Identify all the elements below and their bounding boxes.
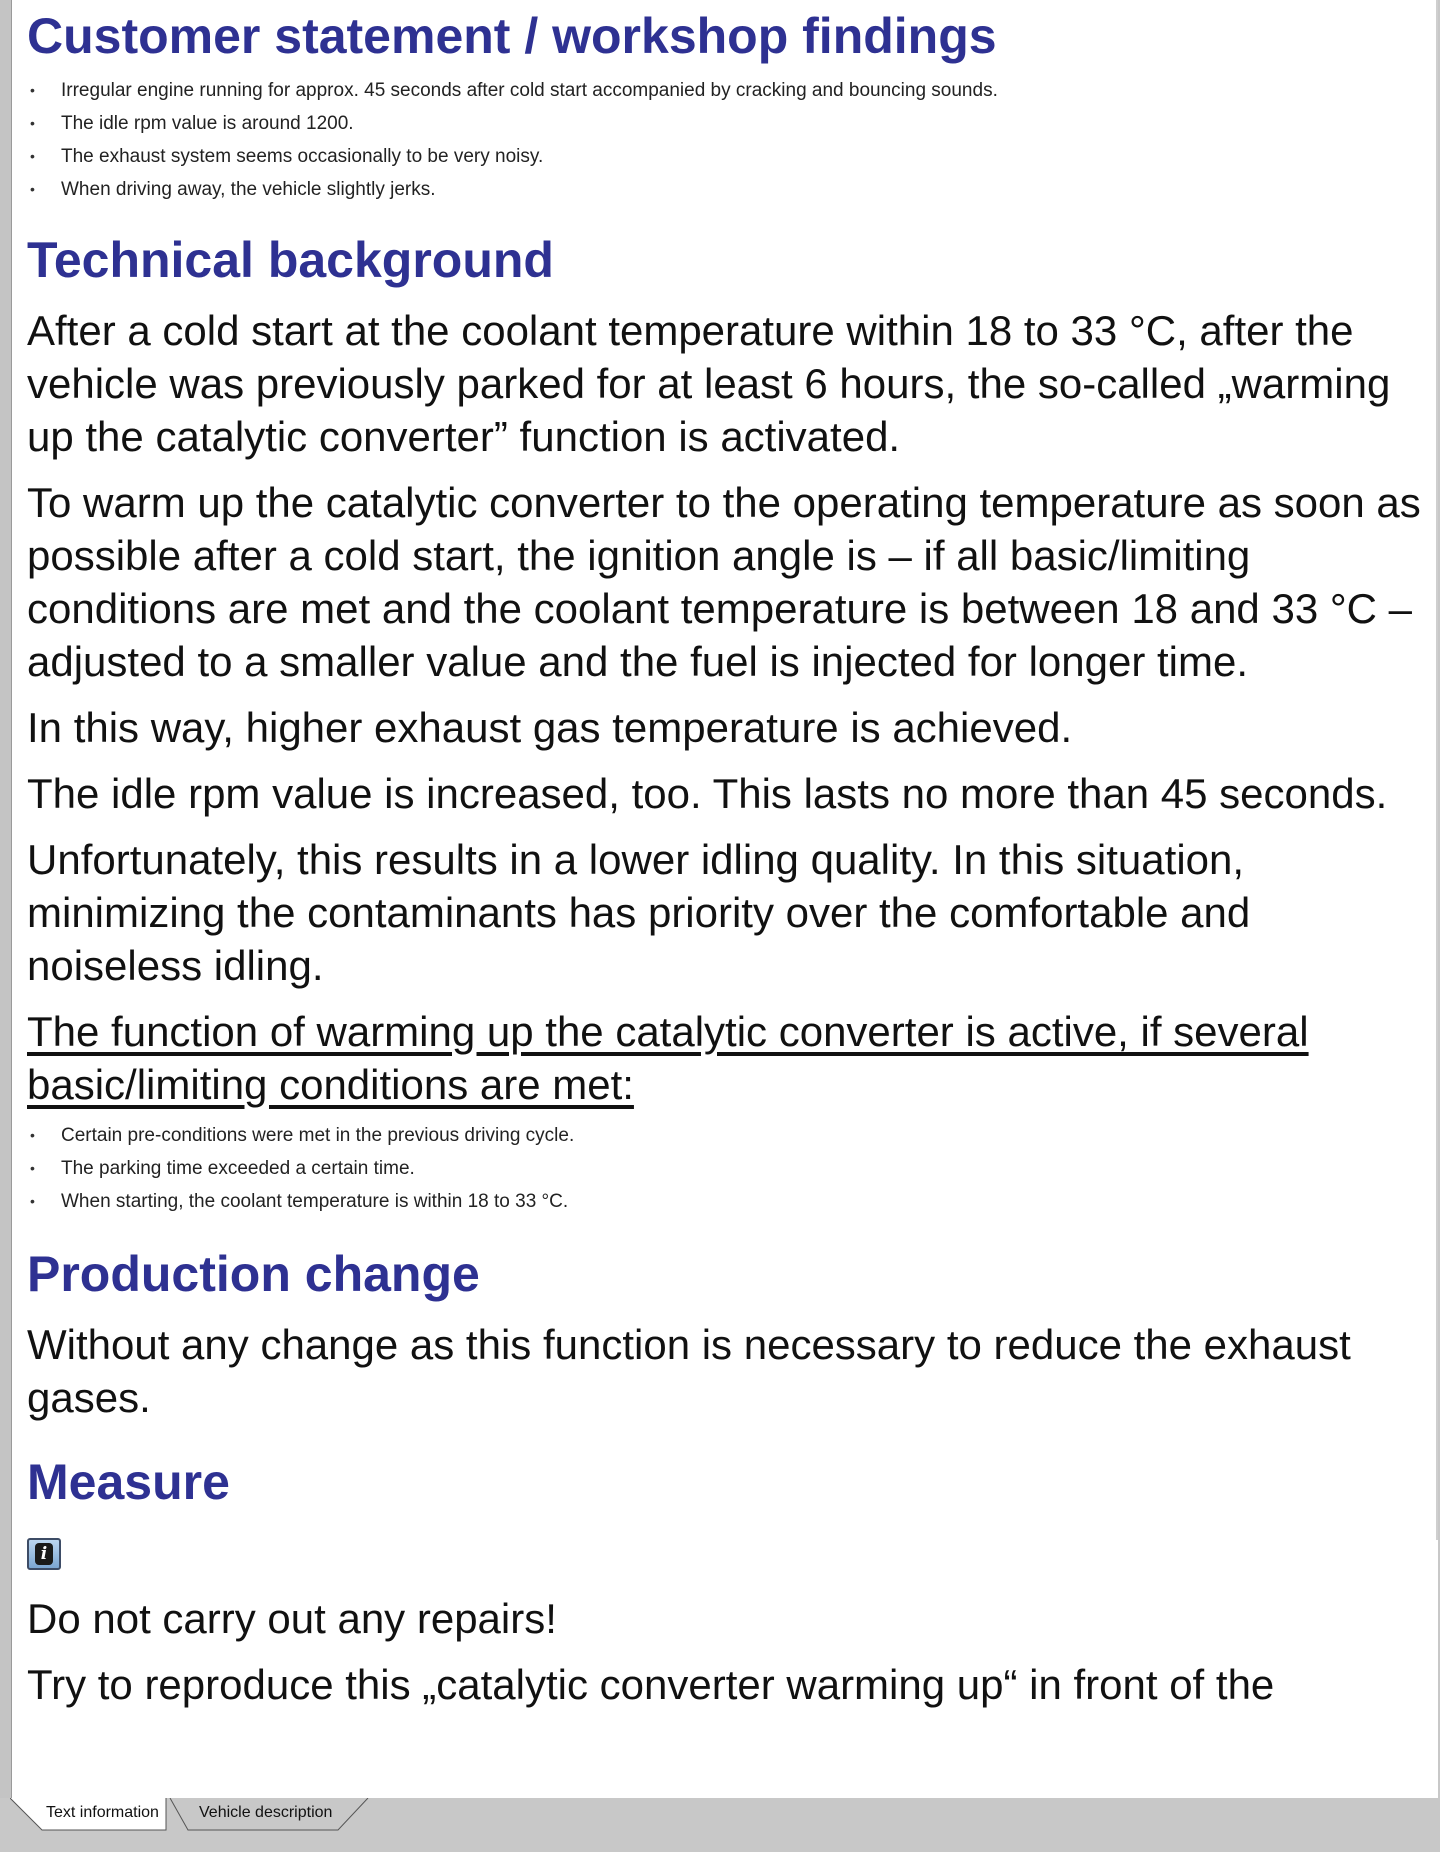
paragraph: Try to reproduce this „catalytic converter warming up“ in front of the bbox=[27, 1661, 1275, 1708]
tab-text-information[interactable]: Text information bbox=[46, 1804, 159, 1821]
list-item: • Certain pre-conditions were met in the previous driving cycle. bbox=[27, 1119, 1432, 1152]
info-icon: i bbox=[27, 1538, 61, 1570]
customer-findings-list bbox=[27, 74, 1432, 206]
tab-bar bbox=[0, 1798, 1440, 1852]
vertical-scrollbar[interactable] bbox=[1436, 0, 1438, 1540]
list-item: • The idle rpm value is around 1200. bbox=[27, 107, 1432, 140]
paragraph: Unfortunately, this results in a lower idling quality. In this situation, minimizing the contaminants has priority over the comfortable and noiseless idling. bbox=[27, 836, 1251, 989]
paragraph: Do not carry out any repairs! bbox=[27, 1595, 557, 1642]
conditions-list bbox=[27, 1119, 1432, 1218]
list-item: • When starting, the coolant temperature is within 18 to 33 °C. bbox=[27, 1185, 1432, 1218]
paragraph: The idle rpm value is increased, too. This lasts no more than 45 seconds. bbox=[27, 770, 1388, 817]
section-title-production: Production change bbox=[27, 1246, 480, 1302]
conditions-heading: The function of warming up the catalytic converter is active, if several basic/limiting conditions are met: bbox=[27, 1008, 1309, 1108]
document-content bbox=[27, 0, 1432, 1711]
text-information-panel bbox=[12, 0, 1438, 1798]
list-item: • When driving away, the vehicle slightly jerks. bbox=[27, 173, 1432, 206]
paragraph: In this way, higher exhaust gas temperature is achieved. bbox=[27, 704, 1073, 751]
section-title-measure: Measure bbox=[27, 1454, 230, 1510]
list-item: • Irregular engine running for approx. 45 seconds after cold start accompanied by cracking and bouncing sounds. bbox=[27, 74, 1432, 107]
paragraph: To warm up the catalytic converter to the operating temperature as soon as possible after a cold start, the ignition angle is – if all basic/limiting conditions are met and the coolant temperature is between 18 and 33 °C – adjusted to a smaller value and the fuel is injected for longer time. bbox=[27, 479, 1421, 685]
paragraph: Without any change as this function is necessary to reduce the exhaust gases. bbox=[27, 1321, 1351, 1421]
list-item: • The parking time exceeded a certain time. bbox=[27, 1152, 1432, 1185]
list-item: • The exhaust system seems occasionally to be very noisy. bbox=[27, 140, 1432, 173]
section-title-technical: Technical background bbox=[27, 232, 554, 288]
paragraph: After a cold start at the coolant temperature within 18 to 33 °C, after the vehicle was previously parked for at least 6 hours, the so-called „warming up the catalytic converter” function is activated. bbox=[27, 307, 1391, 460]
left-border bbox=[0, 0, 12, 1800]
tab-vehicle-description[interactable]: Vehicle description bbox=[199, 1804, 333, 1821]
section-title-customer: Customer statement / workshop findings bbox=[27, 8, 997, 64]
